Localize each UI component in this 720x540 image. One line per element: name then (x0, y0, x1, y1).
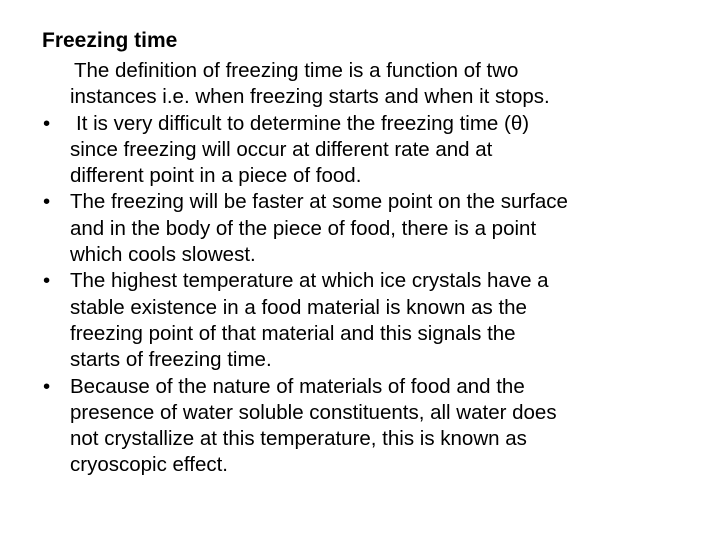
bullet-line: presence of water soluble constituents, all water does (70, 400, 557, 424)
bullet-line: different point in a piece of food. (70, 164, 362, 188)
bullet-line: and in the body of the piece of food, there is a point (70, 216, 537, 240)
bullet-line: It is very difficult to determine the freezing time (θ) (76, 111, 530, 135)
slide-title: Freezing time (42, 29, 178, 52)
bullet-line: freezing point of that material and this signals the (70, 321, 516, 345)
bullet-line: The highest temperature at which ice crystals have a (70, 269, 549, 293)
bullet-icon: • (43, 374, 51, 398)
bullet-line: cryoscopic effect. (70, 453, 228, 477)
bullet-item (0, 189, 720, 268)
intro-paragraph (70, 58, 720, 111)
bullet-item (0, 268, 720, 373)
bullet-line: not crystallize at this temperature, this is known as (70, 427, 527, 451)
bullet-line: which cools slowest. (70, 243, 256, 267)
bullet-line: stable existence in a food material is known as the (70, 295, 527, 319)
bullet-item (0, 374, 720, 479)
bullet-item (0, 111, 720, 190)
bullet-list (0, 111, 720, 479)
bullet-icon: • (43, 111, 51, 135)
bullet-icon: • (43, 190, 51, 214)
intro-line: instances i.e. when freezing starts and when it stops. (70, 85, 550, 109)
bullet-line: since freezing will occur at different rate and at (70, 137, 493, 161)
bullet-line: starts of freezing time. (70, 348, 272, 372)
intro-line: The definition of freezing time is a function of two (74, 59, 519, 82)
bullet-line: The freezing will be faster at some point on the surface (70, 190, 568, 214)
bullet-line: Because of the nature of materials of food and the (70, 374, 525, 398)
bullet-icon: • (43, 269, 51, 293)
